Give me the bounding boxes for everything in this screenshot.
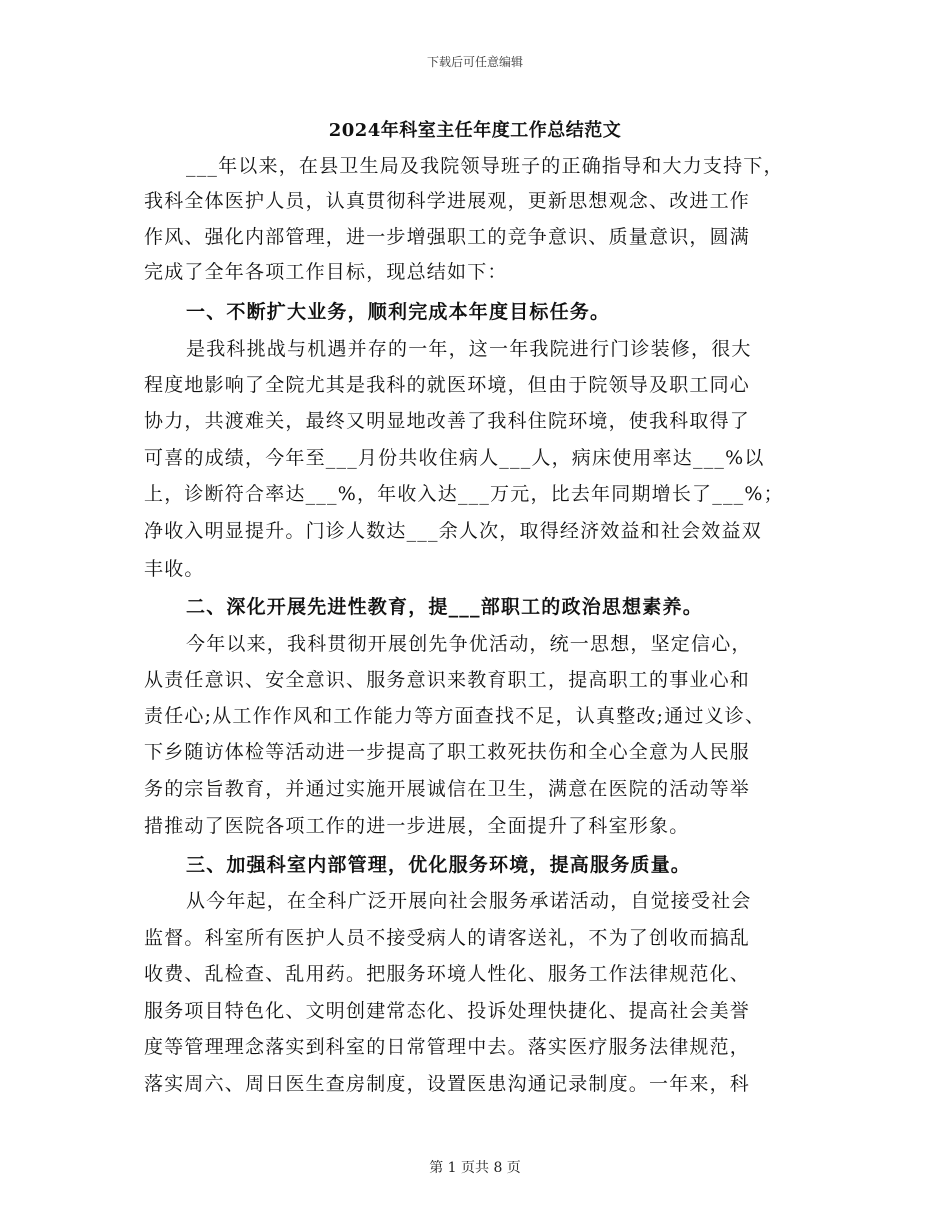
paragraph-line: 我科全体医护人员，认真贯彻科学进展观，更新思想观念、改进工作 bbox=[144, 190, 751, 212]
paragraph-line: 协力，共渡难关，最终又明显地改善了我科住院环境，使我科取得了 bbox=[144, 410, 751, 432]
page-footer: 第 1 页共 8 页 bbox=[429, 1160, 521, 1176]
paragraph-line: 可喜的成绩，今年至___月份共收住病人___人，病床使用率达___%以 bbox=[144, 447, 765, 469]
paragraph-line: 度等管理理念落实到科室的日常管理中去。落实医疗服务法律规范， bbox=[144, 1036, 751, 1058]
paragraph-line: 是我科挑战与机遇并存的一年，这一年我院进行门诊装修，很大 bbox=[186, 338, 752, 360]
paragraph-line: 下乡随访体检等活动进一步提高了职工救死扶伤和全心全意为人民服 bbox=[144, 741, 751, 763]
paragraph-line: 今年以来，我科贯彻开展创先争优活动，统一思想，坚定信心， bbox=[186, 633, 752, 655]
section-heading: 一、不断扩大业务，顺利完成本年度目标任务。 bbox=[186, 301, 611, 323]
paragraph-line: 监督。科室所有医护人员不接受病人的请客送礼，不为了创收而搞乱 bbox=[144, 927, 751, 949]
paragraph-line: 务的宗旨教育，并通过实施开展诚信在卫生，满意在医院的活动等举 bbox=[144, 778, 751, 800]
paragraph-line: 措推动了医院各项工作的进一步进展，全面提升了科室形象。 bbox=[144, 815, 690, 837]
paragraph-line: ___年以来，在县卫生局及我院领导班子的正确指导和大力支持下， bbox=[186, 155, 784, 177]
paragraph-line: 服务项目特色化、文明创建常态化、投诉处理快捷化、提高社会美誉 bbox=[144, 1000, 751, 1022]
section-heading: 二、深化开展先进性教育，提___部职工的政治思想素养。 bbox=[186, 596, 703, 618]
section-heading: 三、加强科室内部管理，优化服务环境，提高服务质量。 bbox=[186, 854, 692, 876]
header-note: 下载后可任意编辑 bbox=[426, 55, 523, 69]
paragraph-line: 作风、强化内部管理，进一步增强职工的竞争意识、质量意识，圆满 bbox=[144, 226, 751, 248]
paragraph-line: 上，诊断符合率达___%，年收入达___万元，比去年同期增长了___%； bbox=[144, 483, 784, 505]
paragraph-line: 收费、乱检查、乱用药。把服务环境人性化、服务工作法律规范化、 bbox=[144, 963, 751, 985]
paragraph-line: 程度地影响了全院尤其是我科的就医环境，但由于院领导及职工同心 bbox=[144, 374, 751, 396]
paragraph-line: 丰收。 bbox=[144, 558, 205, 580]
paragraph-line: 落实周六、周日医生查房制度，设置医患沟通记录制度。一年来，科 bbox=[144, 1073, 751, 1095]
paragraph-line: 从责任意识、安全意识、服务意识来教育职工，提高职工的事业心和 bbox=[144, 669, 751, 691]
paragraph-line: 完成了全年各项工作目标，现总结如下： bbox=[144, 261, 508, 283]
paragraph-line: 净收入明显提升。门诊人数达___余人次，取得经济效益和社会效益双 bbox=[144, 520, 762, 542]
paragraph-line: 从今年起，在全科广泛开展向社会服务承诺活动，自觉接受社会 bbox=[186, 890, 752, 912]
document-title: 2024年科室主任年度工作总结范文 bbox=[328, 120, 622, 141]
paragraph-line: 责任心;从工作作风和工作能力等方面查找不足，认真整改;通过义诊、 bbox=[144, 705, 766, 727]
